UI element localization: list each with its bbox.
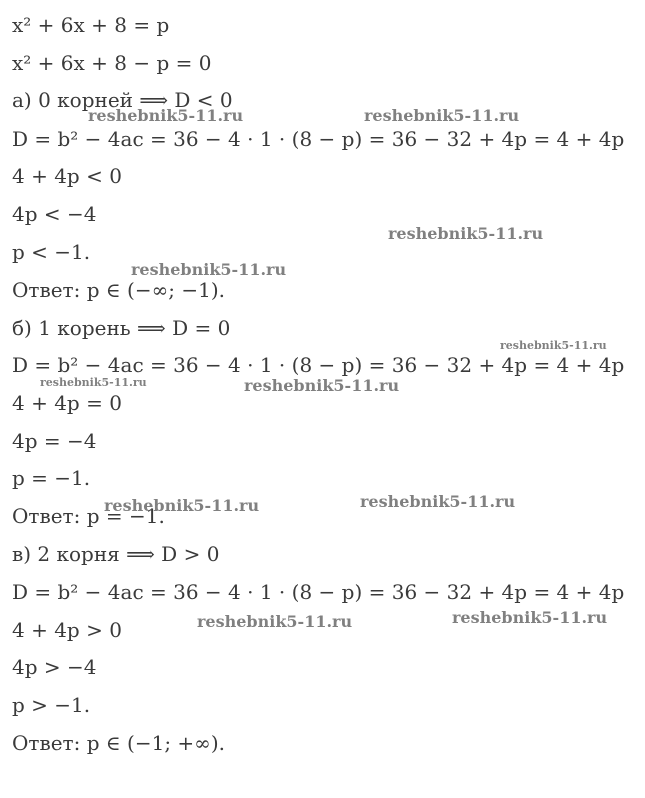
case-a-step-1: 4 + 4p < 0 bbox=[12, 164, 122, 188]
case-c-step-3: p > −1. bbox=[12, 693, 91, 717]
watermark: reshebnik5-11.ru bbox=[388, 224, 544, 243]
case-b-answer: Ответ: p = −1. bbox=[12, 504, 165, 528]
case-a-step-2: 4p < −4 bbox=[12, 202, 97, 226]
watermark: reshebnik5-11.ru bbox=[364, 106, 520, 125]
watermark: reshebnik5-11.ru bbox=[40, 376, 147, 389]
equation-line-1: x² + 6x + 8 = p bbox=[12, 13, 170, 37]
watermark: reshebnik5-11.ru bbox=[197, 612, 353, 631]
case-c-step-2: 4p > −4 bbox=[12, 655, 97, 679]
watermark: reshebnik5-11.ru bbox=[452, 608, 608, 627]
case-b-step-3: p = −1. bbox=[12, 466, 91, 490]
case-b-discriminant: D = b² − 4ac = 36 − 4 · 1 · (8 − p) = 36 − 32 + 4p = 4 + 4p bbox=[12, 353, 625, 377]
case-b-step-1: 4 + 4p = 0 bbox=[12, 391, 122, 415]
case-a-answer: Ответ: p ∈ (−∞; −1). bbox=[12, 278, 225, 302]
case-b-step-2: 4p = −4 bbox=[12, 429, 97, 453]
case-a-discriminant: D = b² − 4ac = 36 − 4 · 1 · (8 − p) = 36 − 32 + 4p = 4 + 4p bbox=[12, 127, 625, 151]
watermark: reshebnik5-11.ru bbox=[88, 106, 244, 125]
case-a-step-3: p < −1. bbox=[12, 240, 91, 264]
equation-line-2: x² + 6x + 8 − p = 0 bbox=[12, 51, 212, 75]
case-c-answer: Ответ: p ∈ (−1; +∞). bbox=[12, 731, 225, 755]
watermark: reshebnik5-11.ru bbox=[360, 492, 516, 511]
watermark: reshebnik5-11.ru bbox=[500, 339, 607, 352]
case-a-heading: а) 0 корней ⟹ D < 0 bbox=[12, 88, 233, 112]
watermark: reshebnik5-11.ru bbox=[131, 260, 287, 279]
case-c-heading: в) 2 корня ⟹ D > 0 bbox=[12, 542, 220, 566]
watermark: reshebnik5-11.ru bbox=[244, 376, 400, 395]
watermark: reshebnik5-11.ru bbox=[104, 496, 260, 515]
case-c-step-1: 4 + 4p > 0 bbox=[12, 618, 122, 642]
case-b-heading: б) 1 корень ⟹ D = 0 bbox=[12, 316, 231, 340]
case-c-discriminant: D = b² − 4ac = 36 − 4 · 1 · (8 − p) = 36 − 32 + 4p = 4 + 4p bbox=[12, 580, 625, 604]
